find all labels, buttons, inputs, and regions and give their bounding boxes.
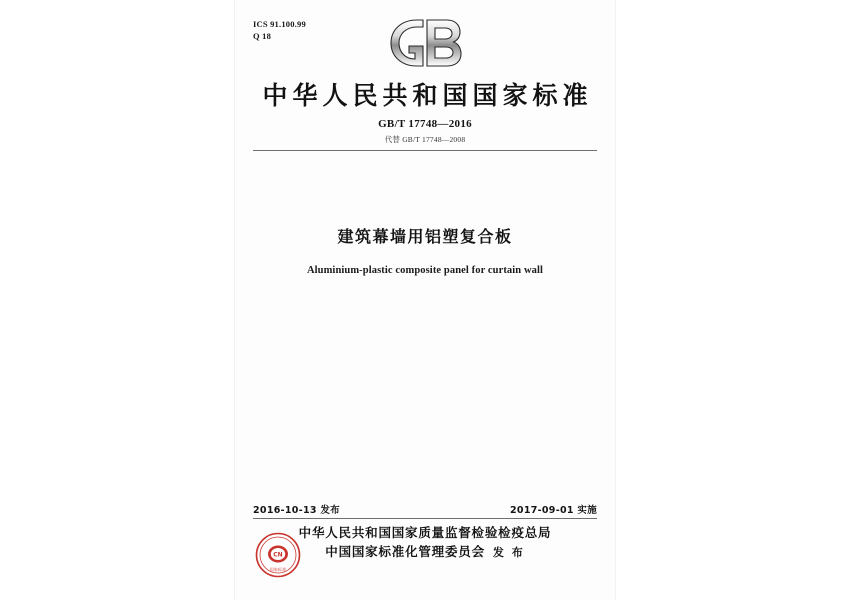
issue-date: 2016-10-13 发布 (253, 505, 340, 516)
national-standard-title: 中华人民共和国国家标准 (262, 81, 593, 110)
document-page (235, 0, 615, 600)
svg-text:国家标准: 国家标准 (269, 567, 287, 572)
ics-code: ICS 91.100.99 (253, 19, 306, 29)
issuer-line-2: 中国国家标准化管理委员会 (325, 543, 485, 559)
divider-top (253, 150, 597, 151)
ics-classification-block (253, 18, 306, 43)
issuer-line-1: 中华人民共和国国家质量监督检验检疫总局 (298, 525, 552, 540)
canvas-right-margin (615, 0, 850, 600)
divider-bottom (253, 518, 597, 519)
dates-row (253, 502, 597, 516)
canvas-left-margin (0, 0, 235, 600)
gb-emblem-icon (379, 14, 471, 72)
issuer-action: 发 布 (492, 545, 525, 559)
document-title-english: Aluminium-plastic composite panel for curtain wall (306, 265, 544, 276)
official-seal-icon (255, 532, 301, 578)
standard-number: GB/T 17748—2016 (378, 118, 472, 130)
implementation-date: 2017-09-01 实施 (510, 505, 597, 516)
classification-code: Q 18 (253, 31, 272, 42)
svg-text:CN: CN (273, 551, 283, 559)
document-title-chinese: 建筑幕墙用铝塑复合板 (337, 227, 513, 246)
standard-replaces: 代替 GB/T 17748—2008 (384, 135, 466, 144)
